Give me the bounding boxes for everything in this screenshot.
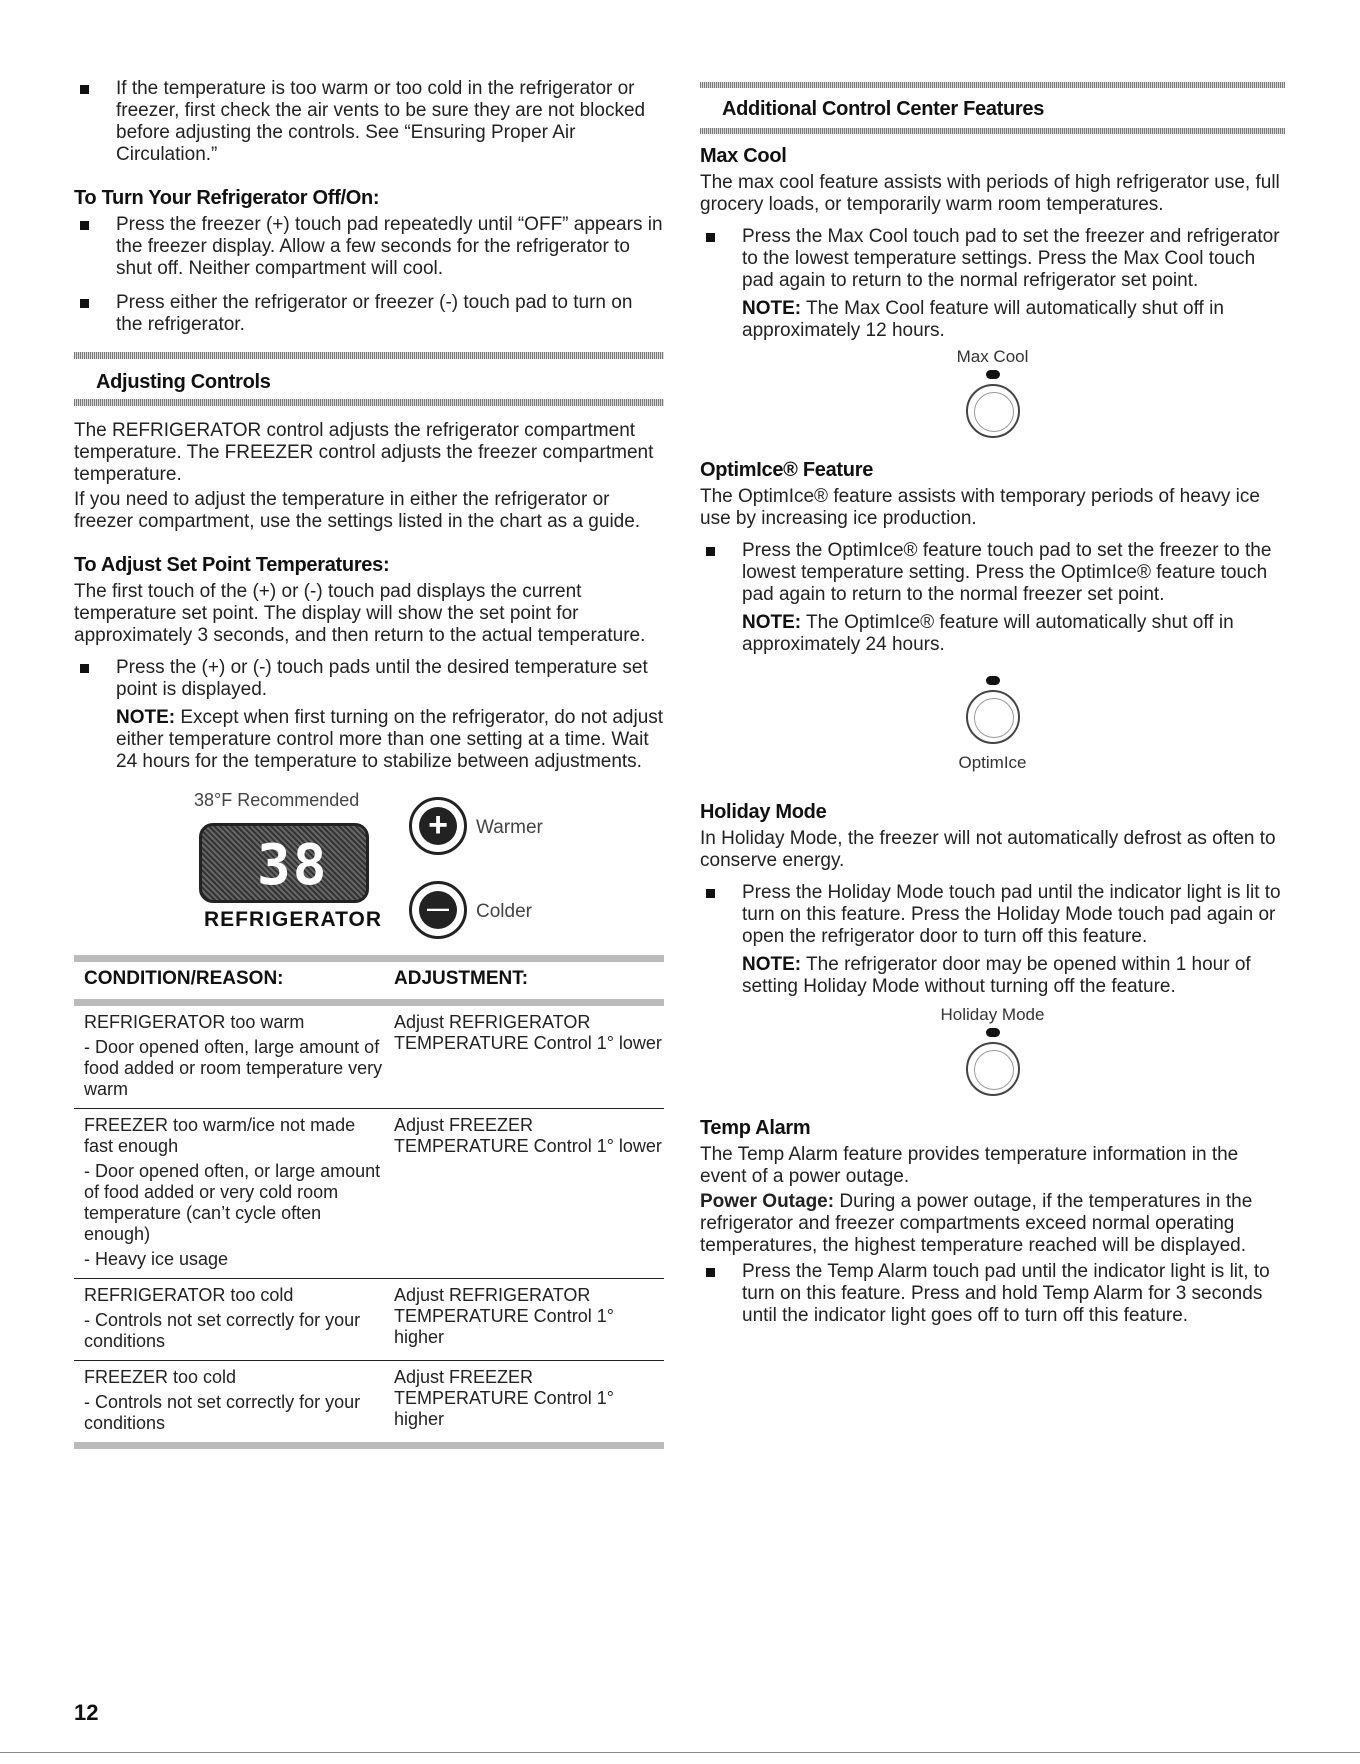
intro-bullet: If the temperature is too warm or too cold in the refrigerator or freezer, first check the air vents to be sure they are not blocked before adjusting the controls. See “Ensuring Proper Air Circulation.”	[74, 78, 664, 166]
reason-text: - Controls not set correctly for your conditions	[84, 1392, 361, 1433]
note-label: NOTE:	[742, 298, 802, 319]
condition-text: FREEZER too cold	[84, 1367, 237, 1387]
adjusting-heading: Adjusting Controls	[96, 371, 271, 393]
right-column	[700, 82, 1285, 1339]
holiday-control	[700, 1004, 1285, 1096]
refrigerator-control-panel	[74, 789, 664, 949]
table-row	[74, 1361, 664, 1446]
note-text: Except when first turning on the refrigerator, do not adjust either temperature control more than one setting at a time. Wait 24 hours for the temperature to stabilize between adjustments.	[116, 707, 664, 772]
holiday-bullet: Press the Holiday Mode touch pad until the indicator light is lit to turn on this feature. Press the Holiday Mode touch pad again or open the refrigerator door to turn off this feature.	[700, 882, 1285, 948]
adjustment-cell: Adjust REFRIGERATOR TEMPERATURE Control 1° lower	[394, 1012, 662, 1053]
indicator-light-icon	[986, 1028, 1000, 1037]
condition-text: FREEZER too warm/ice not made fast enough	[84, 1115, 356, 1156]
adjustment-cell: Adjust FREEZER TEMPERATURE Control 1° lower	[394, 1115, 662, 1156]
header-adjustment: ADJUSTMENT:	[394, 968, 529, 989]
condition-text: REFRIGERATOR too warm	[84, 1012, 305, 1032]
warmer-label: Warmer	[476, 817, 543, 838]
optimice-icon-label: OptimIce	[958, 753, 1027, 772]
holiday-note	[700, 954, 1285, 998]
note-text: The refrigerator door may be opened within 1 hour of setting Holiday Mode without turning off the feature.	[742, 954, 1251, 997]
page-number: 12	[74, 1700, 99, 1725]
note-label: NOTE:	[742, 954, 802, 975]
maxcool-bullet: Press the Max Cool touch pad to set the freezer and refrigerator to the lowest temperature settings. Press the Max Cool touch pad again to return to the normal refrigerator set point.	[700, 226, 1285, 292]
table-row	[74, 1003, 664, 1109]
condition-cell	[74, 1109, 384, 1279]
holiday-touch-pad[interactable]	[966, 1042, 1020, 1096]
tempalarm-heading: Temp Alarm	[700, 1117, 811, 1139]
power-outage-text: During a power outage, if the temperatures in the refrigerator and freezer compartments exceed normal operating temperatures, the highest temperature reached will be displayed.	[700, 1191, 1253, 1256]
section-rule	[700, 82, 1285, 88]
plus-icon: +	[419, 807, 457, 845]
adjusting-paragraph-1: The REFRIGERATOR control adjusts the refrigerator compartment temperature. The FREEZER control adjusts the freezer compartment temperature.	[74, 420, 654, 485]
note-label: NOTE:	[116, 707, 176, 728]
maxcool-paragraph: The max cool feature assists with periods of high refrigerator use, full grocery loads, or temporarily warm room temperatures.	[700, 172, 1280, 215]
condition-text: REFRIGERATOR too cold	[84, 1285, 294, 1305]
offon-heading: To Turn Your Refrigerator Off/On:	[74, 187, 380, 209]
holiday-icon-label: Holiday Mode	[940, 1005, 1045, 1024]
setpoint-note	[74, 707, 664, 773]
tempalarm-paragraph: The Temp Alarm feature provides temperature information in the event of a power outage.	[700, 1144, 1239, 1187]
display-value: 38	[257, 833, 329, 898]
indicator-light-icon	[986, 370, 1000, 379]
reason-text: - Controls not set correctly for your conditions	[84, 1310, 361, 1351]
optimice-touch-pad[interactable]	[966, 690, 1020, 744]
temperature-display	[199, 823, 369, 903]
section-rule	[700, 128, 1285, 134]
optimice-heading: OptimIce® Feature	[700, 459, 874, 481]
note-label: NOTE:	[742, 612, 802, 633]
reason-text: - Heavy ice usage	[84, 1249, 229, 1269]
optimice-note	[700, 612, 1285, 656]
adjusting-controls-section	[74, 352, 664, 406]
note-text: The Max Cool feature will automatically shut off in approximately 12 hours.	[742, 298, 1224, 341]
left-column	[74, 78, 664, 1449]
adjustment-cell: Adjust FREEZER TEMPERATURE Control 1° higher	[394, 1367, 614, 1429]
adjustment-table	[74, 955, 664, 1449]
optimice-bullet: Press the OptimIce® feature touch pad to set the freezer to the lowest temperature setting. Press the OptimIce® feature touch pad again to return to the normal freezer set point.	[700, 540, 1285, 606]
footer-rule	[0, 1752, 1360, 1753]
section-rule	[74, 399, 664, 406]
condition-cell	[74, 1279, 384, 1361]
condition-cell	[74, 1003, 384, 1109]
warmer-button[interactable]	[409, 797, 467, 855]
table-header-row	[74, 959, 664, 1003]
header-condition: CONDITION/REASON:	[84, 968, 284, 989]
offon-bullet-2: Press either the refrigerator or freezer (-) touch pad to turn on the refrigerator.	[74, 292, 664, 336]
setpoint-paragraph: The first touch of the (+) or (-) touch pad displays the current temperature set point. The display will show the set point for approximately 3 seconds, and then return to the actual temperature.	[74, 581, 646, 646]
adjusting-paragraph-2: If you need to adjust the temperature in either the refrigerator or freezer compartment, use the settings listed in the chart as a guide.	[74, 489, 641, 532]
maxcool-note	[700, 298, 1285, 342]
setpoint-bullet: Press the (+) or (-) touch pads until the desired temperature set point is displayed.	[74, 657, 664, 701]
refrigerator-label: REFRIGERATOR	[204, 908, 383, 931]
optimice-paragraph: The OptimIce® feature assists with temporary periods of heavy ice use by increasing ice production.	[700, 486, 1260, 529]
offon-bullet-1: Press the freezer (+) touch pad repeatedly until “OFF” appears in the freezer display. Allow a few seconds for the refrigerator to shut off. Neither compartment will cool.	[74, 214, 664, 280]
reason-text: - Door opened often, large amount of food added or room temperature very warm	[84, 1037, 383, 1099]
table-row	[74, 1109, 664, 1279]
minus-icon: —	[419, 891, 457, 929]
table-row	[74, 1279, 664, 1361]
indicator-light-icon	[986, 676, 1000, 685]
optimice-control	[700, 676, 1285, 774]
holiday-heading: Holiday Mode	[700, 801, 827, 823]
maxcool-control	[700, 346, 1285, 438]
recommended-label: 38°F Recommended	[194, 790, 360, 810]
section-rule	[74, 352, 664, 359]
reason-text: - Door opened often, or large amount of food added or very cold room temperature (can’t cycle often enough)	[84, 1161, 381, 1244]
tempalarm-bullet: Press the Temp Alarm touch pad until the indicator light is lit, to turn on this feature. Press and hold Temp Alarm for 3 seconds until the indicator light goes off to turn off this feature.	[700, 1261, 1285, 1327]
power-outage-label: Power Outage:	[700, 1191, 835, 1212]
colder-button[interactable]	[409, 881, 467, 939]
colder-label: Colder	[476, 901, 532, 922]
setpoint-heading: To Adjust Set Point Temperatures:	[74, 554, 390, 576]
note-text: The OptimIce® feature will automatically shut off in approximately 24 hours.	[742, 612, 1234, 655]
condition-cell	[74, 1361, 384, 1446]
maxcool-heading: Max Cool	[700, 145, 787, 167]
maxcool-icon-label: Max Cool	[956, 347, 1029, 366]
holiday-paragraph: In Holiday Mode, the freezer will not automatically defrost as often to conserve energy.	[700, 828, 1276, 871]
maxcool-touch-pad[interactable]	[966, 384, 1020, 438]
additional-features-heading: Additional Control Center Features	[722, 98, 1045, 120]
power-outage-paragraph	[700, 1191, 1285, 1257]
adjustment-cell: Adjust REFRIGERATOR TEMPERATURE Control 1° higher	[394, 1285, 614, 1347]
